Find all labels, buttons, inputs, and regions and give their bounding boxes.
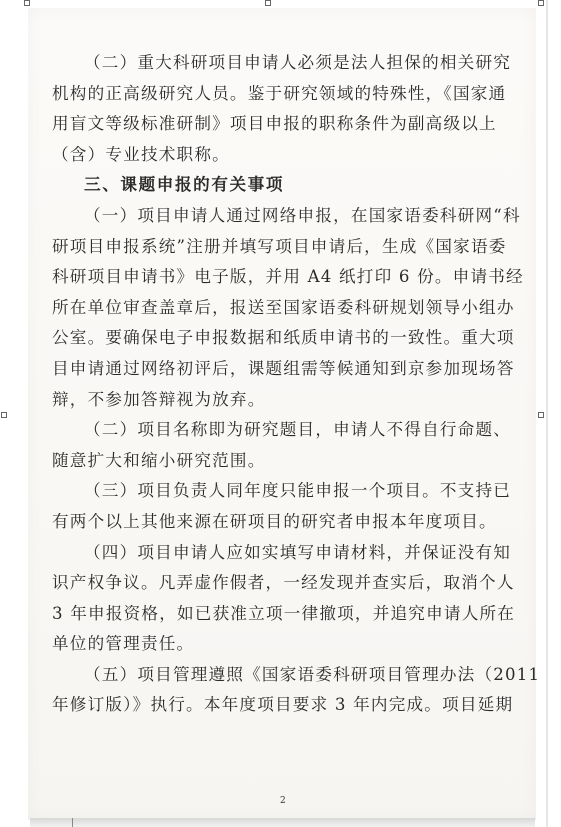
paragraph-line: 随意扩大和缩小研究范围。 (52, 450, 266, 470)
page-number: 2 (280, 796, 286, 806)
right-middle-crop-mark (538, 412, 544, 418)
viewer-bottom-tick (72, 818, 73, 827)
document-body (52, 48, 541, 721)
paragraph-line: （一）项目申请人通过网络申报，在国家语委科研网“科 (84, 205, 521, 225)
paragraph-line: （五）项目管理遵照《国家语委科研项目管理办法（2011 (84, 664, 541, 684)
paragraph-line: （二）项目名称即为研究题目，申请人不得自行命题、 (84, 420, 512, 440)
paragraph-line: 公室。要确保电子申报数据和纸质申请书的一致性。重大项 (52, 328, 515, 348)
section-heading: 三、课题申报的有关事项 (84, 175, 285, 195)
left-middle-crop-mark (1, 412, 7, 418)
paragraph-line: 科研项目申请书》电子版，并用 A4 纸打印 6 份。申请书经 (52, 267, 524, 287)
paragraph-line: 识产权争议。凡弄虚作假者，一经发现并查实后，取消个人 (52, 573, 515, 593)
paragraph-line: 3 年申报资格，如已获准立项一律撤项，并追究申请人所在 (52, 603, 516, 623)
viewer-bottom-edge (30, 818, 535, 827)
paragraph-line: （三）项目负责人同年度只能申报一个项目。不支持已 (84, 481, 512, 501)
paragraph-line: 用盲文等级标准研制》项目申报的职称条件为副高级以上 (52, 114, 497, 134)
paragraph-line: 有两个以上其他来源在研项目的研究者申报本年度项目。 (52, 511, 497, 531)
paragraph-line: （二）重大科研项目申请人必须是法人担保的相关研究 (84, 53, 512, 72)
corner-crop-mark (24, 0, 30, 6)
paragraph-line: 单位的管理责任。 (52, 634, 195, 654)
paragraph-line: 年修订版）》执行。本年度项目要求 3 年内完成。项目延期 (52, 695, 514, 715)
paragraph-line: 研项目申报系统”注册并填写项目申请后，生成《国家语委 (52, 236, 507, 256)
corner-crop-mark (538, 0, 544, 6)
top-center-crop-mark (265, 0, 271, 6)
paragraph-line: 所在单位审查盖章后，报送至国家语委科研规划领导小组办 (52, 297, 515, 317)
paragraph-line: （含）专业技术职称。 (52, 144, 230, 164)
paragraph-line: 目申请通过网络初评后，课题组需等候通知到京参加现场答 (52, 358, 515, 378)
paragraph-line: （四）项目申请人应如实填写申请材料，并保证没有知 (84, 542, 512, 562)
paragraph-line: 辩，不参加答辩视为放弃。 (52, 389, 266, 409)
paragraph-line: 机构的正高级研究人员。鉴于研究领域的特殊性，《国家通 (52, 83, 507, 103)
viewer-right-edge (546, 0, 548, 827)
